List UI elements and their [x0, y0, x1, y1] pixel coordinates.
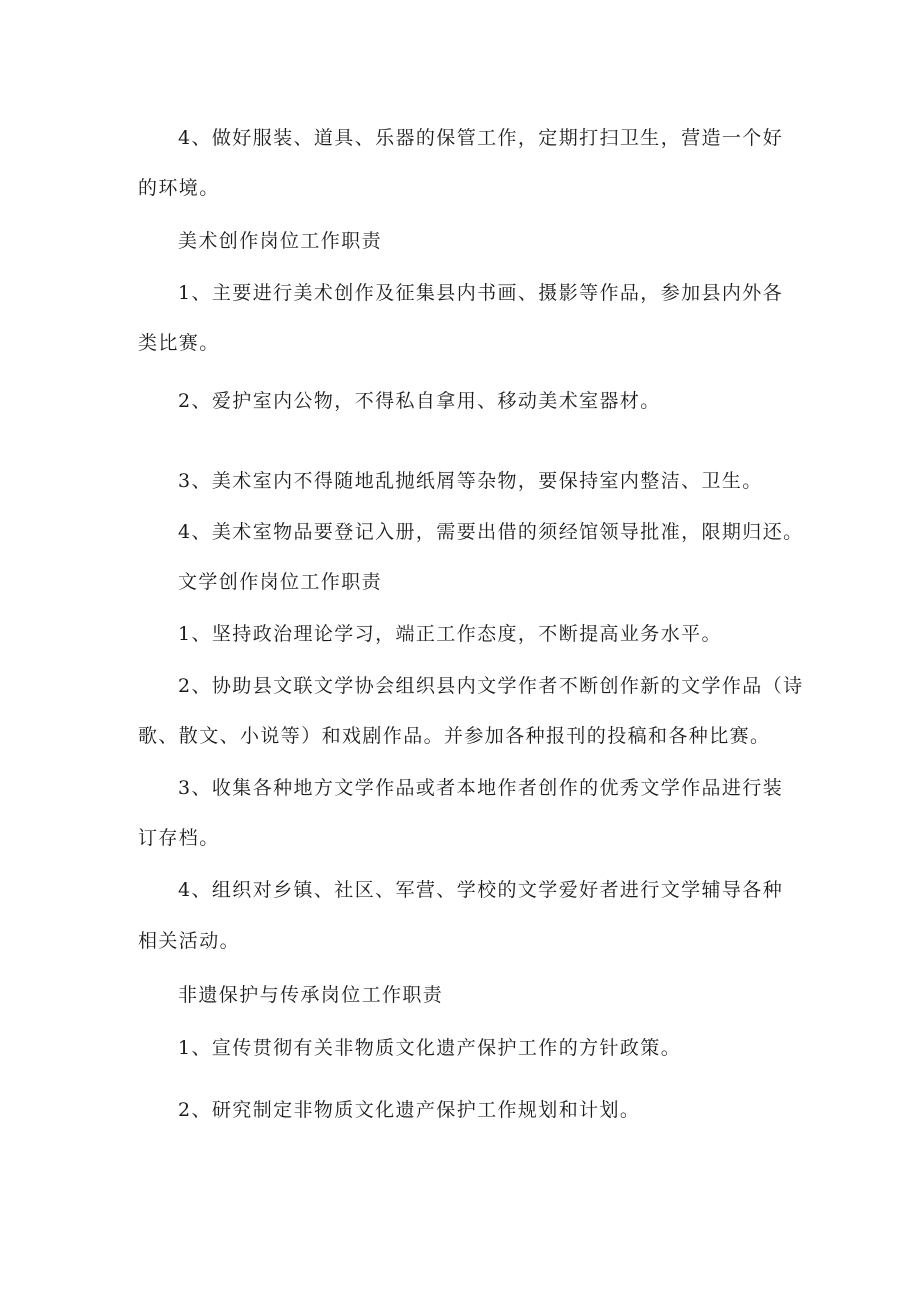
paragraph-line: 歌、散文、小说等）和戏剧作品。并参加各种报刊的投稿和各种比赛。 [138, 725, 771, 747]
paragraph-line: 2、研究制定非物质文化遗产保护工作规划和计划。 [178, 1099, 641, 1121]
section-heading: 美术创作岗位工作职责 [178, 230, 383, 252]
section-heading: 文学创作岗位工作职责 [178, 571, 383, 593]
paragraph-line: 的环境。 [138, 177, 220, 199]
paragraph-line: 1、宣传贯彻有关非物质文化遗产保护工作的方针政策。 [178, 1037, 682, 1059]
paragraph-line: 1、坚持政治理论学习，端正工作态度，不断提高业务水平。 [178, 623, 722, 645]
paragraph-line: 2、爱护室内公物，不得私自拿用、移动美术室器材。 [178, 390, 661, 412]
paragraph-line: 2、协助县文联文学协会组织县内文学作者不断创作新的文学作品（诗 [178, 675, 804, 697]
section-heading: 非遗保护与传承岗位工作职责 [178, 984, 444, 1006]
paragraph-line: 相关活动。 [138, 930, 241, 952]
paragraph-line: 1、主要进行美术创作及征集县内书画、摄影等作品，参加县内外各 [178, 282, 784, 304]
paragraph-line: 4、做好服装、道具、乐器的保管工作，定期打扫卫生，营造一个好 [178, 127, 784, 149]
paragraph-line: 订存档。 [138, 827, 220, 849]
paragraph-line: 类比赛。 [138, 332, 220, 354]
paragraph-line: 3、美术室内不得随地乱抛纸屑等杂物，要保持室内整洁、卫生。 [178, 470, 763, 492]
paragraph-line: 4、美术室物品要登记入册，需要出借的须经馆领导批准，限期归还。 [178, 521, 804, 543]
paragraph-line: 3、收集各种地方文学作品或者本地作者创作的优秀文学作品进行装 [178, 777, 784, 799]
paragraph-line: 4、组织对乡镇、社区、军营、学校的文学爱好者进行文学辅导各种 [178, 879, 784, 901]
